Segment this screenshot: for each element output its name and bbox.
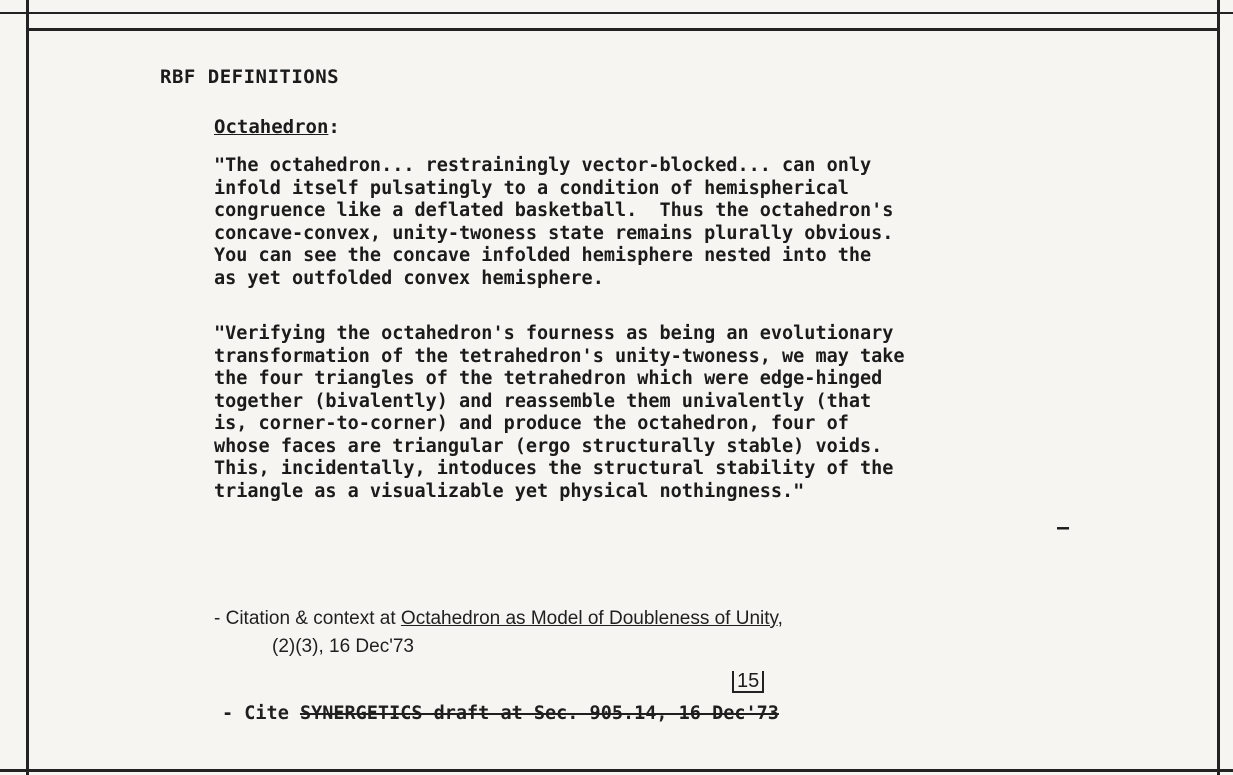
draft-prefix: - Cite — [222, 703, 300, 724]
card-bottom-border — [0, 769, 1233, 772]
quote-line: infold itself pulsatingly to a condition of hemispherical — [214, 177, 849, 199]
citation-link[interactable]: Octahedron as Model of Doubleness of Unity — [400, 608, 778, 629]
quote-line: You can see the concave infolded hemisphere nested into the — [214, 245, 872, 266]
quote-line: "The octahedron... restrainingly vector-blocked... can only — [214, 155, 872, 176]
definition-term — [214, 116, 340, 138]
quote-line: congruence like a deflated basketball. Thus the octahedron's — [214, 200, 894, 221]
citation-prefix: - Citation & context at — [214, 608, 401, 629]
quote-paragraph-1 — [214, 155, 893, 290]
citation-line — [214, 608, 783, 630]
outer-top-border — [0, 12, 1233, 14]
card-top-border — [26, 28, 1220, 31]
end-mark: — — [1057, 515, 1070, 539]
quote-line: "Verifying the octahedron's fourness as being an evolutionary — [214, 323, 894, 344]
quote-line: as yet outfolded convex hemisphere. — [214, 267, 604, 289]
quote-line: whose faces are triangular (ergo structurally stable) voids. — [214, 435, 883, 457]
quote-line: This, incidentally, intoduces the structural stability of the — [214, 458, 894, 479]
term-label: Octahedron — [214, 116, 329, 138]
quote-line: transformation of the tetrahedron's unity-twoness, we may take — [214, 345, 905, 367]
page-heading: RBF DEFINITIONS — [160, 66, 340, 88]
quote-line: is, corner-to-corner) and produce the octahedron, four of — [214, 413, 849, 434]
term-colon: : — [328, 116, 340, 138]
page-number-annotation: 15 — [732, 671, 764, 693]
quote-paragraph-2 — [214, 323, 905, 503]
card-left-border — [26, 0, 29, 775]
quote-line: concave-convex, unity-twoness state remains plurally obvious. — [214, 222, 894, 244]
quote-line: together (bivalently) and reassemble them univalently (that — [214, 390, 872, 412]
card-right-border — [1217, 0, 1220, 775]
citation-suffix: , — [777, 608, 783, 629]
quote-line: triangle as a visualizable yet physical nothingness." — [214, 480, 805, 502]
citation-continuation: (2)(3), 16 Dec'73 — [272, 636, 414, 657]
quote-line: the four triangles of the tetrahedron which were edge-hinged — [214, 368, 883, 389]
draft-citation-line — [222, 703, 779, 724]
draft-struck-text: SYNERGETICS draft at Sec. 905.14, 16 Dec'73 — [299, 703, 779, 724]
